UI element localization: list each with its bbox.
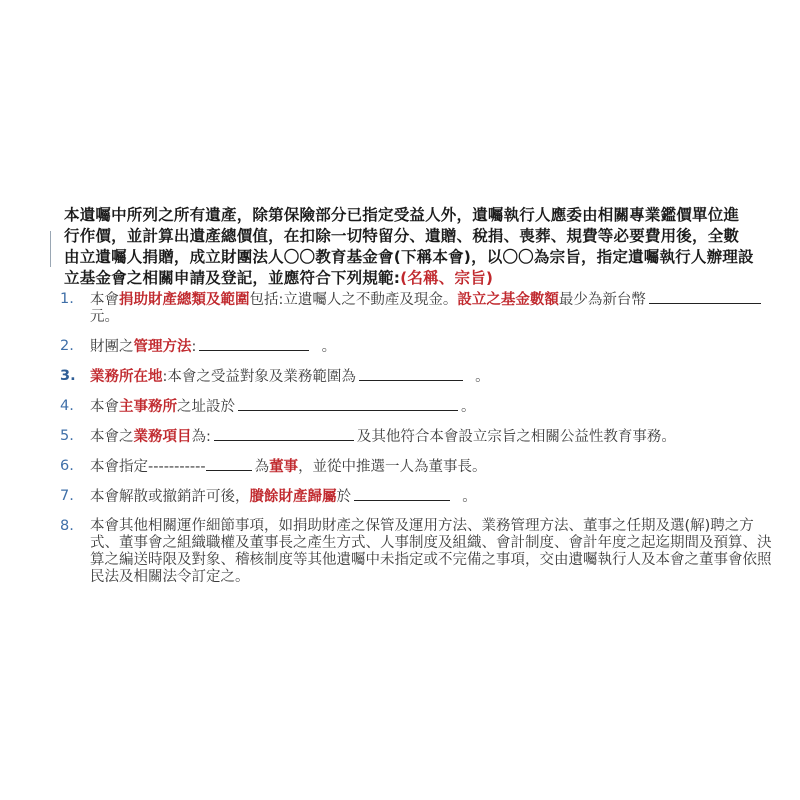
fill-blank[interactable]	[649, 291, 761, 304]
item-dashes: -----------	[148, 459, 206, 475]
item-text: 為:	[191, 429, 211, 445]
item-emphasis: 董事	[269, 459, 299, 475]
item-text: 本會之	[90, 429, 134, 445]
item-text: 本會其他相關運作細節事項，如捐助財產之保管及運用方法、業務管理方法、董事之任期及選(解)聘之方式、董事會之組織職權及董事長之產生方式、人事制度及組織、會計制度、會計年度之起迄期間及預算、決算之編送時限及對象、稽核制度等其他遺囑中未指定或不完備之事項，交由遺囑執行人及本會之董事會依照民法及相關法令訂定之。	[90, 518, 772, 585]
list-item-6	[56, 458, 776, 476]
item-text: 包括:立遺囑人之不動產及現金。	[249, 292, 458, 308]
item-text: 本會解散或撤銷許可後，	[90, 489, 250, 505]
list-item-3	[56, 368, 776, 386]
item-text: 。	[475, 369, 490, 385]
item-number: 1.	[60, 291, 74, 307]
item-text: 本會指定	[90, 459, 148, 475]
item-text: 元。	[90, 309, 119, 325]
intro-note: (名稱、宗旨)	[400, 269, 494, 287]
item-emphasis: 賸餘財產歸屬	[249, 489, 337, 505]
item-text: 為	[254, 459, 270, 475]
item-emphasis: 設立之基金數額	[457, 292, 559, 308]
item-number: 5.	[60, 428, 74, 444]
item-text: 最少為新台幣	[558, 292, 646, 308]
list-item-8	[56, 518, 776, 586]
item-emphasis: 管理方法	[133, 339, 192, 355]
item-number: 6.	[60, 458, 74, 474]
item-text: 。	[461, 399, 476, 415]
item-text: 本會	[90, 399, 119, 415]
intro-paragraph	[64, 205, 754, 289]
margin-bar	[50, 231, 51, 267]
item-text: ，並從中推選一人為董事長。	[298, 459, 487, 475]
item-text: :本會之受益對象及業務範圍為	[162, 369, 356, 385]
item-emphasis: 業務所在地	[90, 369, 163, 385]
intro-text: 本遺囑中所列之所有遺產，除第保險部分已指定受益人外，遺囑執行人應委由相關專業鑑價單位進行作價，並計算出遺產總價值，在扣除一切特留分、遺贈、稅捐、喪葬、規費等必要費用後，全數由立遺囑人捐贈，成立財團法人〇〇教育基金會(下稱本會)，以〇〇為宗旨，指定遺囑執行人辦理設立基金會之相關申請及登記，並應符合下列規範:	[64, 206, 754, 287]
item-number: 3.	[60, 368, 76, 384]
item-text: :	[191, 339, 197, 355]
item-emphasis: 捐助財產總類及範圍	[119, 292, 250, 308]
rules-list	[56, 291, 776, 598]
item-text: 本會	[90, 292, 119, 308]
item-text: 。	[462, 489, 477, 505]
item-text: 。	[321, 339, 337, 355]
fill-blank[interactable]	[359, 368, 463, 381]
fill-blank[interactable]	[354, 488, 450, 501]
item-number: 7.	[60, 488, 74, 504]
fill-blank[interactable]	[238, 398, 458, 411]
fill-blank[interactable]	[199, 338, 309, 351]
fill-blank[interactable]	[206, 458, 252, 471]
list-item-7	[56, 488, 776, 506]
list-item-1	[56, 291, 776, 326]
list-item-5	[56, 428, 776, 446]
item-text: 之址設於	[177, 399, 235, 415]
item-number: 2.	[60, 338, 74, 354]
item-number: 4.	[60, 398, 74, 414]
item-text: 財團之	[90, 339, 134, 355]
list-item-2	[56, 338, 776, 356]
fill-blank[interactable]	[214, 428, 354, 441]
item-emphasis: 業務項目	[133, 429, 192, 445]
item-emphasis: 主事務所	[119, 399, 177, 415]
item-text: 於	[336, 489, 351, 505]
item-text: 及其他符合本會設立宗旨之相關公益性教育事務。	[356, 429, 676, 445]
list-item-4	[56, 398, 776, 416]
item-number: 8.	[60, 518, 74, 534]
